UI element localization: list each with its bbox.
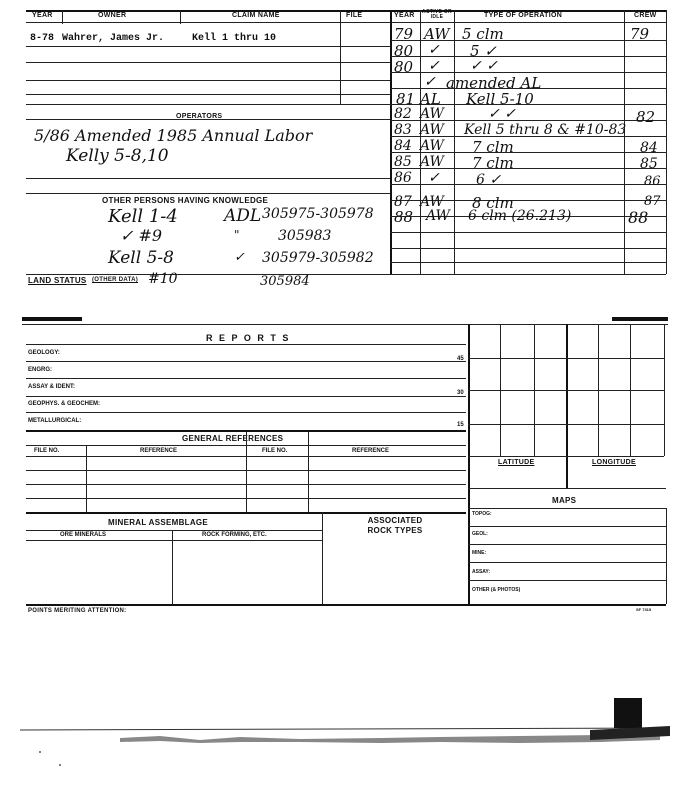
maps-geol: GEOL:: [472, 531, 488, 537]
rule: [26, 512, 466, 514]
header-year-2: YEAR: [394, 12, 415, 19]
rule: [666, 10, 667, 274]
operators-label: OPERATORS: [176, 113, 223, 120]
report-metallurgical: METALLURGICAL:: [28, 418, 82, 424]
op-type: amended AL: [446, 74, 542, 92]
longitude-label: LONGITUDE: [592, 459, 636, 466]
rule: [390, 10, 392, 274]
rule: [454, 10, 455, 274]
op-type: 6 ✓: [476, 172, 502, 188]
op-type: 6 clm (26.213): [468, 208, 572, 224]
header-type-of-operation: TYPE OF OPERATION: [484, 12, 563, 19]
land-status-sub: (OTHER DATA): [92, 277, 139, 283]
op-status: ✓: [424, 74, 436, 90]
rule: [468, 390, 664, 391]
rule: [26, 46, 390, 47]
op-type: 5 ✓: [470, 42, 497, 60]
rule: [468, 562, 666, 563]
rule: [26, 361, 466, 362]
land-status-label: LAND STATUS: [28, 276, 87, 285]
maps-title: MAPS: [552, 496, 577, 505]
op-type: Kell 5 thru 8 & #10-83: [464, 122, 627, 138]
rule: [62, 10, 63, 24]
other-person-right: 305975-305978: [262, 206, 374, 222]
rule: [26, 193, 390, 194]
op-status: AW: [420, 122, 444, 138]
rule: [468, 488, 666, 489]
maps-other: OTHER (& PHOTOS): [472, 587, 521, 593]
header-owner: OWNER: [98, 12, 127, 19]
op-status: AW: [424, 25, 450, 43]
rule: [624, 10, 625, 274]
scale-15: 15: [457, 422, 464, 428]
rule: [26, 178, 390, 179]
op-year: 81: [396, 90, 416, 108]
scale-30: 30: [457, 390, 464, 396]
rule: [22, 324, 668, 325]
points-meriting-attention: POINTS MERITING ATTENTION:: [28, 608, 127, 614]
assoc-rock-line-2: ROCK TYPES: [367, 526, 423, 535]
rule: [26, 104, 390, 105]
op-type: 5 clm: [462, 25, 504, 43]
other-person-mid: ✓: [234, 250, 245, 265]
rule: [26, 22, 666, 23]
rule: [468, 580, 666, 581]
op-crew: 85: [640, 156, 658, 172]
op-year: 86: [394, 170, 412, 186]
rule: [26, 80, 390, 81]
claim-name: Kell 1 thru 10: [192, 33, 277, 44]
land-status-value: #10: [148, 271, 178, 287]
other-person-right: 305979-305982: [262, 250, 374, 266]
rule: [390, 232, 666, 233]
other-person-left: Kell 1-4: [108, 206, 178, 227]
rule: [26, 378, 466, 379]
op-year: 80: [394, 42, 414, 60]
maps-topog: TOPOG:: [472, 511, 492, 517]
owner-year: 8-78: [30, 33, 55, 44]
general-references-title: GENERAL REFERENCES: [182, 434, 284, 443]
rule: [26, 344, 466, 345]
other-person-left: Kell 5-8: [108, 248, 174, 268]
scan-noise: [0, 690, 678, 790]
rule: [26, 604, 666, 606]
op-crew: 88: [628, 208, 649, 227]
rule: [26, 530, 322, 531]
op-year: 79: [394, 25, 414, 43]
col-file-no: FILE NO.: [34, 448, 60, 454]
maps-mine: MINE:: [472, 550, 487, 556]
header-crew: CREW: [634, 12, 657, 19]
op-type: ✓ ✓: [488, 106, 516, 122]
op-status: ✓: [428, 170, 440, 186]
report-geology: GEOLOGY:: [28, 350, 60, 356]
scale-45: 45: [457, 356, 464, 362]
op-type: 7 clm: [472, 154, 514, 172]
rule: [308, 432, 309, 512]
other-person-mid: ADL: [224, 206, 262, 226]
other-person-left: ✓ #9: [120, 226, 163, 245]
rule: [26, 540, 322, 541]
rock-forming-label: ROCK FORMING, ETC.: [202, 532, 267, 538]
other-person-mid: ": [234, 228, 240, 242]
op-crew: 86: [644, 174, 661, 189]
col-reference: REFERENCE: [352, 448, 390, 454]
op-year: 88: [394, 208, 414, 226]
op-type: 8 clm: [472, 194, 514, 212]
rule: [180, 10, 181, 24]
op-year: 84: [394, 138, 412, 154]
maps-assay: ASSAY:: [472, 569, 491, 575]
op-year: 80: [394, 58, 414, 76]
op-type: Kell 5-10: [466, 90, 534, 108]
rule: [26, 94, 390, 95]
form-number: SF 7315: [636, 607, 652, 612]
rule: [172, 530, 173, 604]
col-file-no: FILE NO.: [262, 448, 288, 454]
rule: [666, 508, 667, 604]
rule: [468, 544, 666, 545]
reports-title: R E P O R T S: [206, 333, 291, 343]
op-status: AW: [420, 106, 444, 122]
op-crew: 87: [644, 194, 661, 209]
rule: [26, 396, 466, 397]
rule: [322, 512, 323, 604]
rule: [340, 10, 341, 105]
op-year: 83: [394, 122, 412, 138]
rule: [468, 526, 666, 527]
col-reference: REFERENCE: [140, 448, 178, 454]
rule: [390, 262, 666, 263]
op-status: ✓: [428, 42, 440, 58]
op-status: ✓: [428, 58, 440, 74]
op-status: AL: [420, 90, 441, 108]
rule: [86, 445, 87, 512]
op-status: AW: [420, 138, 444, 154]
op-crew: 79: [630, 25, 650, 43]
rule: [246, 432, 247, 512]
rule: [26, 412, 466, 413]
other-person-right: 305983: [278, 228, 332, 244]
land-status-adl: 305984: [260, 274, 310, 289]
rule: [26, 274, 666, 275]
op-year: 82: [394, 106, 412, 122]
latitude-label: LATITUDE: [498, 459, 535, 466]
op-crew: 84: [640, 140, 658, 156]
report-assay: ASSAY & IDENT:: [28, 384, 76, 390]
rule: [26, 62, 390, 63]
rule: [390, 248, 666, 249]
rule: [468, 508, 666, 509]
header-year: YEAR: [32, 12, 53, 19]
scan-mark: [612, 317, 668, 321]
operators-line-1: 5/86 Amended 1985 Annual Labor: [34, 126, 313, 145]
header-claim-name: CLAIM NAME: [232, 12, 280, 19]
assoc-rock-line-1: ASSOCIATED: [367, 516, 423, 525]
op-status: AW: [420, 194, 444, 210]
op-crew: 82: [636, 108, 656, 126]
owner-name: Wahrer, James Jr.: [62, 33, 165, 44]
rule: [566, 324, 568, 488]
report-engrg: ENGRG:: [28, 367, 52, 373]
scan-mark: [22, 317, 82, 321]
ore-minerals-label: ORE MINERALS: [60, 532, 107, 538]
mineral-title: MINERAL ASSEMBLAGE: [108, 518, 209, 527]
operators-line-2: Kelly 5-8,10: [66, 146, 169, 166]
op-year: 87: [394, 194, 412, 210]
header-file: FILE: [346, 12, 363, 19]
op-status: AW: [420, 154, 444, 170]
rule: [664, 324, 665, 456]
header-active-idle: ACTIVE OR IDLE: [422, 9, 452, 20]
op-status: AW: [426, 208, 450, 224]
op-type: ✓ ✓: [470, 58, 498, 74]
op-type: 7 clm: [472, 138, 514, 156]
rule: [468, 424, 664, 425]
other-persons-label: OTHER PERSONS HAVING KNOWLEDGE: [102, 196, 269, 205]
rule: [468, 358, 664, 359]
report-geophys: GEOPHYS. & GEOCHEM:: [28, 401, 101, 407]
rule: [468, 456, 664, 457]
op-year: 85: [394, 154, 412, 170]
